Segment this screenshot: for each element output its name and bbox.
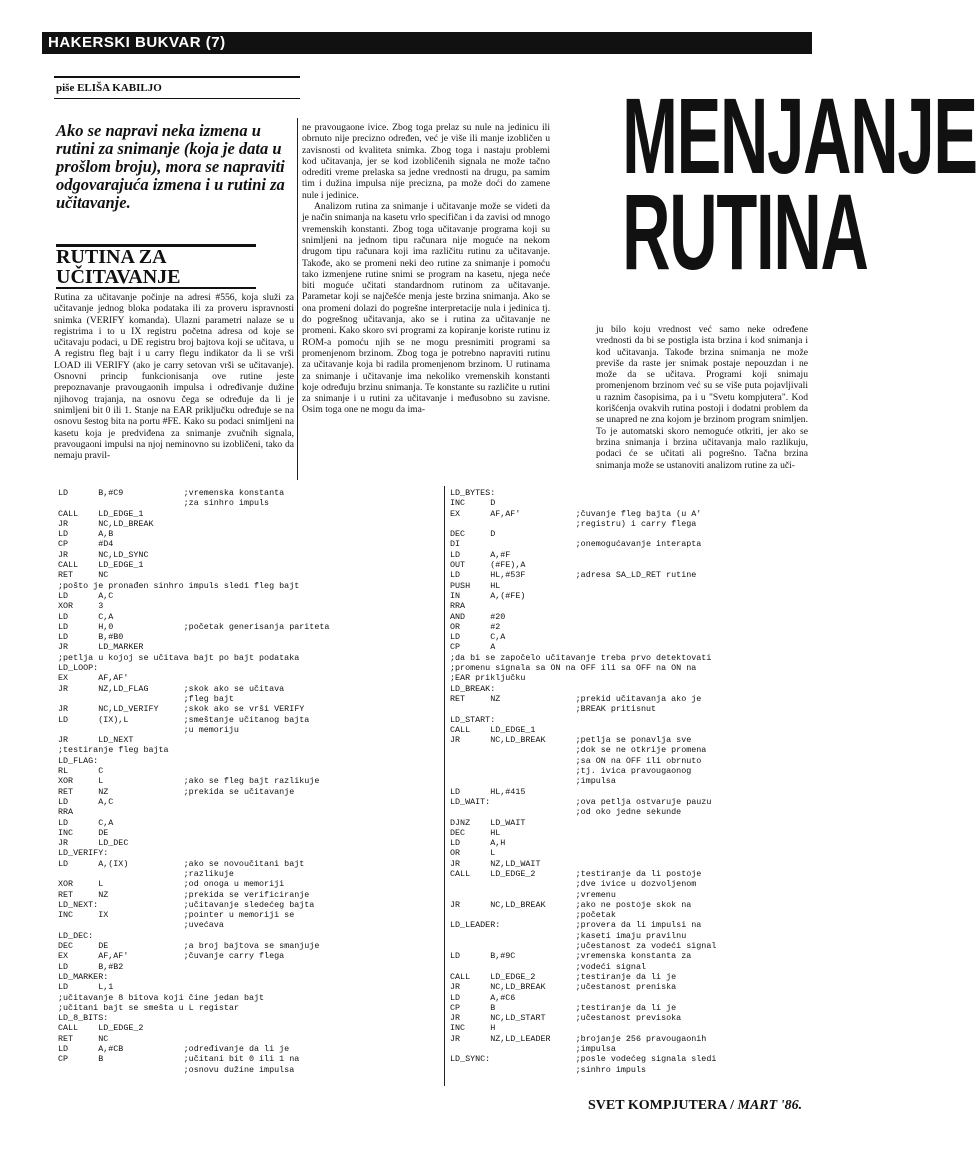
article-title	[622, 75, 977, 292]
issue-number: (7)	[205, 34, 226, 51]
byline-rule-top	[54, 76, 300, 78]
code-divider	[444, 486, 445, 1086]
code-listing-right: LD_BYTES: INC D EX AF,AF' ;čuvanje fleg bajta (u A' ;registru) i carry flega DEC D DI ;onemogućavanje interapta LD A,#F OUT (#FE),A LD HL,#53F ;adresa SA_LD_RET rutine PUSH HL IN A,(#FE) RRA AND #20 OR #2 LD C,A CP A ;da bi se započelo učitavanje treba prvo detektovati ;promenu signala sa ON na OFF ili sa OFF na ON na ;EAR priključku LD_BREAK: RET NZ ;prekid učitavanja ako je ;BREAK pritisnut LD_START: CALL LD_EDGE_1 JR NC,LD_BREAK ;petlja se ponavlja sve ;dok se ne otkrije promena ;sa ON na OFF ili obrnuto ;tj. ivica pravougaonog ;impulsa LD HL,#415 LD_WAIT: ;ova petlja ostvaruje pauzu ;od oko jedne sekunde DJNZ LD_WAIT DEC HL LD A,H OR L JR NZ,LD_WAIT CALL LD_EDGE_2 ;testiranje da li postoje ;dve ivice u dozvoljenom ;vremenu JR NC,LD_BREAK ;ako ne postoje skok na ;početak LD_LEADER: ;provera da li impulsi na ;kaseti imaju pravilnu ;učestanost za vodeći signal LD B,#9C ;vremenska konstanta za ;vodeći signal CALL LD_EDGE_2 ;testiranje da li je JR NC,LD_BREAK ;učestanost preniska LD A,#C6 CP B ;testiranje da li je JR NC,LD_START ;učestanost previsoka INC H JR NZ,LD_LEADER ;brojanje 256 pravougaonih ;impulsa LD_SYNC: ;posle vodećeg signala sledi ;sinhro impuls	[450, 488, 717, 1075]
subhead-title: RUTINA ZA UČITAVANJE	[56, 244, 256, 289]
section-label: HAKERSKI BUKVAR (7)	[48, 34, 226, 51]
byline-rule-bottom	[54, 98, 300, 99]
lede-paragraph: Ako se napravi neka izmena u rutini za snimanje (koja je data u prošlom broju), mora se napraviti odgovarajuća izmena i u rutini za učitavanje.	[56, 121, 285, 212]
body-column-2	[302, 122, 550, 416]
byline: piše ELIŠA KABILJO	[56, 82, 162, 94]
magazine-name: SVET KOMPJUTERA	[588, 1098, 727, 1113]
body-column-1: Rutina za učitavanje počinje na adresi #556, koja služi za učitavanje jednog bloka podataka ili za proveru ispravnosti snimka (VERIFY komanda). Ulazni parametri nalaze se u registrima i to u IX registru početna adresa od koje se učitavaju podaci, u DE registru broj bajtova koji se učitava, u A registru fleg bajt i u carry flegu indikator da li se vrši LOAD ili VERIFY (ako je carry setovan vrši se učitavanje). Osnovni princip funkcionisanja ove rutine jeste prepoznavanje pravougaonih impulsa i određivanje dužine njihovog trajanja, na osnovu čega se određuje da li je snimljeni bit 0 ili 1. Stanje na EAR priključku određuje se na osnovu šestog bita na portu #FE. Kako su podaci snimljeni na kasetu koja je predviđena za snimanje zvučnih signala, pravougaoni impulsi na njoj neminovno su izobličeni, tako da nemaju pravil-	[54, 292, 294, 462]
column-divider-1	[297, 118, 298, 480]
body-column-3: ju bilo koju vrednost već samo neke određene vrednosti da bi se postigla ista brzina i kod snimanja i kod učitavanja. Takođe brzina snimanja ne može previše da raste jer snimak postaje nepouzdan i ne može da se učitava. Programi koji snimaju promenjenom brzinom već su se više puta pojavljivali u raznim časopisima, pa i u "Svetu kompjutera". Kod korišćenja ovakvih rutina postoji i dodatni problem da se unapred ne zna kojom je brzinom program snimljen. To je automatski skoro nemoguće otkriti, jer ako se brzina snimanja i brzina učitavanja malo razlikuju, podaci će se učitati ali pogrešno. Tačna brzina snimanja može se ustanoviti analizom rutine za uči-	[596, 324, 808, 471]
col2-paragraph-b: Analizom rutina za snimanje i učitavanje može se videti da je način snimanja na kasetu vrlo specifičan i da zavisi od mnogo vremenskih konstanti. Zbog toga učitavanje programa koji su snimljeni na jednom tipu računara nije moguće na nekom drugom tipu računara koji ima različitu rutinu za učitavanje. Takođe, ako se promeni neki deo rutine za snimanje i pomoću tako izmenjene rutine snimi se program na kasetu, njega neće biti moguće učitati standardnom rutinom za učitavanje. Parametar koji se najčešće menja jeste brzina snimanja. Ako se ona promeni dolazi do pogrešne interpretacije nula i jedinica tj. do pogrešnog učitavanja, ako se i rutina za učitavanje ne promeni. Kako skoro svi programi za kopiranje koriste rutinu iz ROM-a pomoću njih se ne mogu presnimiti programi sa promenjenom brzinom. Zbog toga je potrebno napraviti rutinu za učitavanje koja bi radila promenjenom brzinom. U rutinama za snimanje i učitavanje ima nekoliko vremenskih konstanti koje određuju brzinu snimanja. Te konstante su različite u rutini za snimanje i u rutini za učitavanje i međusobno su zavisne. Osim toga one ne mogu da ima-	[302, 201, 550, 416]
title-line-2: RUTINA	[622, 171, 868, 292]
title-line-1: MENJANJE	[622, 75, 977, 196]
col2-paragraph-a: ne pravougaone ivice. Zbog toga prelaz su nule na jedinicu ili obrnuto nije precizno određen, već je više ili manje izobličen u zavisnosti od kvaliteta snimka. Zbog toga i nastaju problemi kod učitavanja, jer se kod izobličenih signala ne može tačno odrediti vreme prelaska sa jedne vrednosti na drugu, pa samim tim i dužina impulsa nije precizna, pa može doći do zamene nule i jedinice.	[302, 122, 550, 201]
issue-date: MART '86.	[737, 1098, 803, 1113]
code-listing-left: LD B,#C9 ;vremenska konstanta ;za sinhro impuls CALL LD_EDGE_1 JR NC,LD_BREAK LD A,B CP #D4 JR NC,LD_SYNC CALL LD_EDGE_1 RET NC ;pošto je pronađen sinhro impuls sledi fleg bajt LD A,C XOR 3 LD C,A LD H,0 ;početak generisanja pariteta LD B,#B0 JR LD_MARKER ;petlja u kojoj se učitava bajt po bajt podataka LD_LOOP: EX AF,AF' JR NZ,LD_FLAG ;skok ako se učitava ;fleg bajt JR NC,LD_VERIFY ;skok ako se vrši VERIFY LD (IX),L ;smeštanje učitanog bajta ;u memoriju JR LD_NEXT ;testiranje fleg bajta LD_FLAG: RL C XOR L ;ako se fleg bajt razlikuje RET NZ ;prekida se učitavanje LD A,C RRA LD C,A INC DE JR LD_DEC LD_VERIFY: LD A,(IX) ;ako se novoučitani bajt ;razlikuje XOR L ;od onoga u memoriji RET NZ ;prekida se verificiranje LD_NEXT: ;učitavanje sledećeg bajta INC IX ;pointer u memoriji se ;uvećava LD_DEC: DEC DE ;a broj bajtova se smanjuje EX AF,AF' ;čuvanje carry flega LD B,#B2 LD_MARKER: LD L,1 ;učitavanje 8 bitova koji čine jedan bajt ;učitani bajt se smešta u L registar LD_8_BITS: CALL LD_EDGE_2 RET NC LD A,#CB ;određivanje da li je CP B ;učitani bit 0 ili 1 na ;osnovu dužine impulsa	[58, 488, 330, 1075]
footer: SVET KOMPJUTERA / MART '86.	[588, 1098, 803, 1113]
